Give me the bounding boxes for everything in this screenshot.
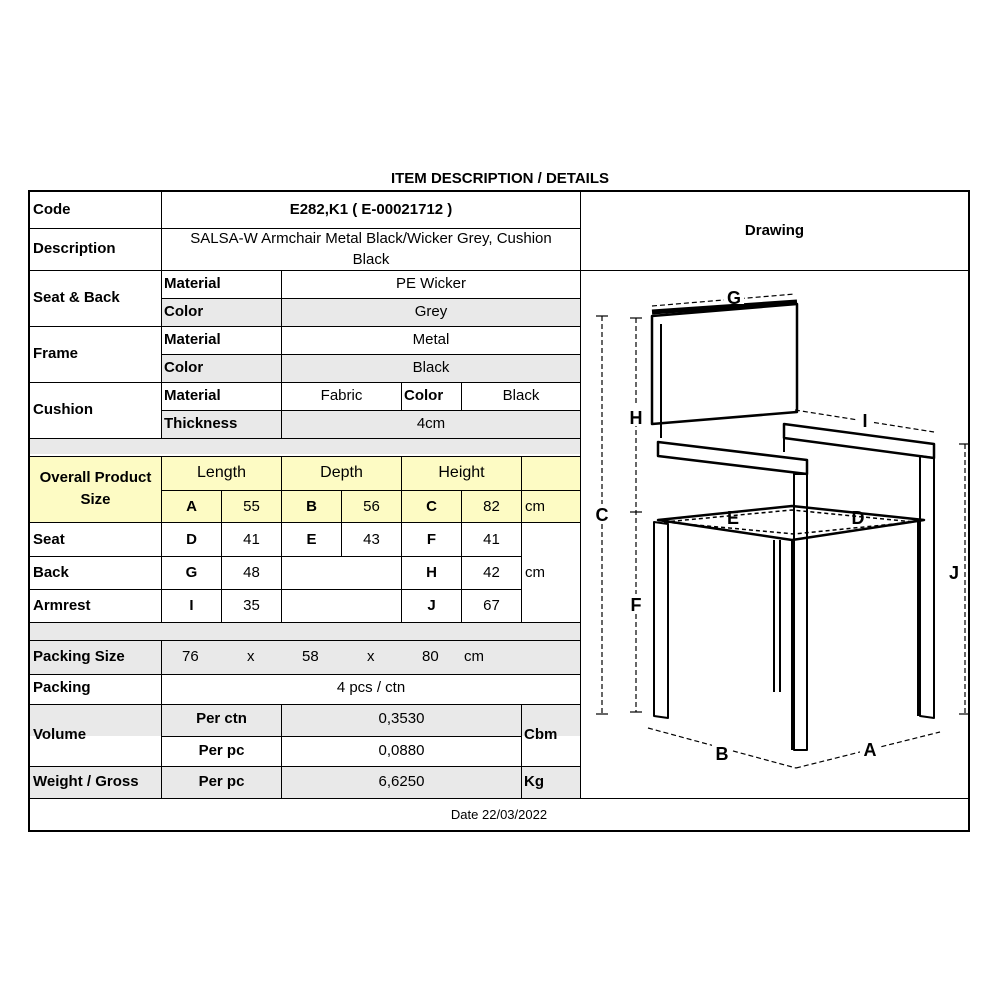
frame-material: Metal [412, 331, 450, 348]
description-label: Description [33, 240, 116, 257]
packing-value: 4 pcs / ctn [336, 679, 406, 696]
dim-letter-h: H [426, 564, 437, 581]
weight-label: Weight / Gross [33, 773, 139, 790]
dimension-letters [592, 286, 964, 764]
packing-size-x1: x [247, 648, 255, 665]
volume-per-ctn-label: Per ctn [196, 710, 247, 727]
packing-size-unit: cm [464, 648, 484, 665]
chair-outline [652, 302, 934, 750]
frame-color: Black [412, 359, 450, 376]
dim-value-f: 41 [483, 531, 500, 548]
seat-back-color-label: Color [164, 303, 204, 320]
description-line-2: Black [352, 251, 390, 268]
dim-label-b: B [715, 744, 729, 764]
dim-label-j: J [948, 563, 960, 583]
volume-unit: Cbm [524, 726, 558, 743]
description-line-1: SALSA-W Armchair Metal Black/Wicker Grey, Cushion [190, 230, 552, 247]
dim-value-c: 82 [483, 498, 500, 515]
dim-value-j: 67 [483, 597, 500, 614]
dim-value-b: 56 [363, 498, 380, 515]
dim-letter-g: G [185, 564, 198, 581]
armrest-label: Armrest [33, 597, 91, 614]
dim-value-h: 42 [483, 564, 500, 581]
seat-back-material-label: Material [164, 275, 221, 292]
dim-value-e: 43 [363, 531, 380, 548]
dim-label-f: F [630, 595, 642, 615]
weight-value: 6,6250 [378, 773, 425, 790]
sheet-title: ITEM DESCRIPTION / DETAILS [390, 170, 610, 187]
dim-unit-parts: cm [525, 564, 545, 581]
dim-letter-c: C [426, 498, 437, 515]
dim-value-g: 48 [243, 564, 260, 581]
date-footer: Date 22/03/2022 [450, 807, 548, 822]
seat-back-label: Seat & Back [33, 289, 120, 306]
code-label: Code [33, 201, 71, 218]
code-value: E282,K1 ( E-00021712 ) [289, 201, 453, 218]
dim-label-i: I [862, 411, 868, 431]
packing-size-x2: x [367, 648, 375, 665]
cushion-label: Cushion [33, 401, 93, 418]
seat-back-color: Grey [414, 303, 448, 320]
chair-dimension-drawing [582, 272, 968, 796]
dim-label-e: E [726, 508, 740, 528]
height-header: Height [438, 464, 485, 481]
volume-label: Volume [33, 726, 87, 743]
length-header: Length [197, 464, 246, 481]
dim-letter-b: B [306, 498, 317, 515]
dim-value-a: 55 [243, 498, 260, 515]
cushion-thickness: 4cm [416, 415, 446, 432]
packing-size-length: 76 [182, 648, 199, 665]
dim-letter-a: A [186, 498, 197, 515]
dim-letter-i: I [189, 597, 194, 614]
frame-label: Frame [33, 345, 79, 362]
cushion-material: Fabric [320, 387, 363, 404]
dim-value-d: 41 [243, 531, 260, 548]
back-label: Back [33, 564, 69, 581]
dim-letter-f: F [426, 531, 437, 548]
packing-label: Packing [33, 679, 91, 696]
cushion-color: Black [502, 387, 540, 404]
volume-per-pc-label: Per pc [198, 742, 245, 759]
weight-unit: Kg [524, 773, 544, 790]
dim-value-i: 35 [243, 597, 260, 614]
packing-size-height: 80 [422, 648, 439, 665]
volume-per-pc: 0,0880 [378, 742, 425, 759]
dim-label-d: D [851, 508, 865, 528]
volume-per-ctn: 0,3530 [378, 710, 425, 727]
overall-size-label-line-2: Size [80, 491, 111, 508]
dim-unit-overall: cm [525, 498, 545, 515]
drawing-label: Drawing [744, 222, 805, 239]
dim-label-g: G [726, 288, 742, 308]
seat-label: Seat [33, 531, 65, 548]
dim-label-a: A [863, 740, 877, 760]
seat-back-material: PE Wicker [395, 275, 466, 292]
dim-letter-j: J [427, 597, 436, 614]
packing-size-width: 58 [302, 648, 319, 665]
cushion-color-label: Color [404, 387, 444, 404]
packing-size-label: Packing Size [33, 648, 125, 665]
dim-letter-e: E [306, 531, 317, 548]
depth-header: Depth [320, 464, 363, 481]
dim-letter-d: D [186, 531, 197, 548]
cushion-material-label: Material [164, 387, 221, 404]
overall-size-label-line-1: Overall Product [39, 469, 152, 486]
frame-color-label: Color [164, 359, 204, 376]
cushion-thickness-label: Thickness [164, 415, 238, 432]
dim-label-h: H [629, 408, 643, 428]
dim-label-c: C [595, 505, 609, 525]
frame-material-label: Material [164, 331, 221, 348]
weight-per-pc-label: Per pc [198, 773, 245, 790]
